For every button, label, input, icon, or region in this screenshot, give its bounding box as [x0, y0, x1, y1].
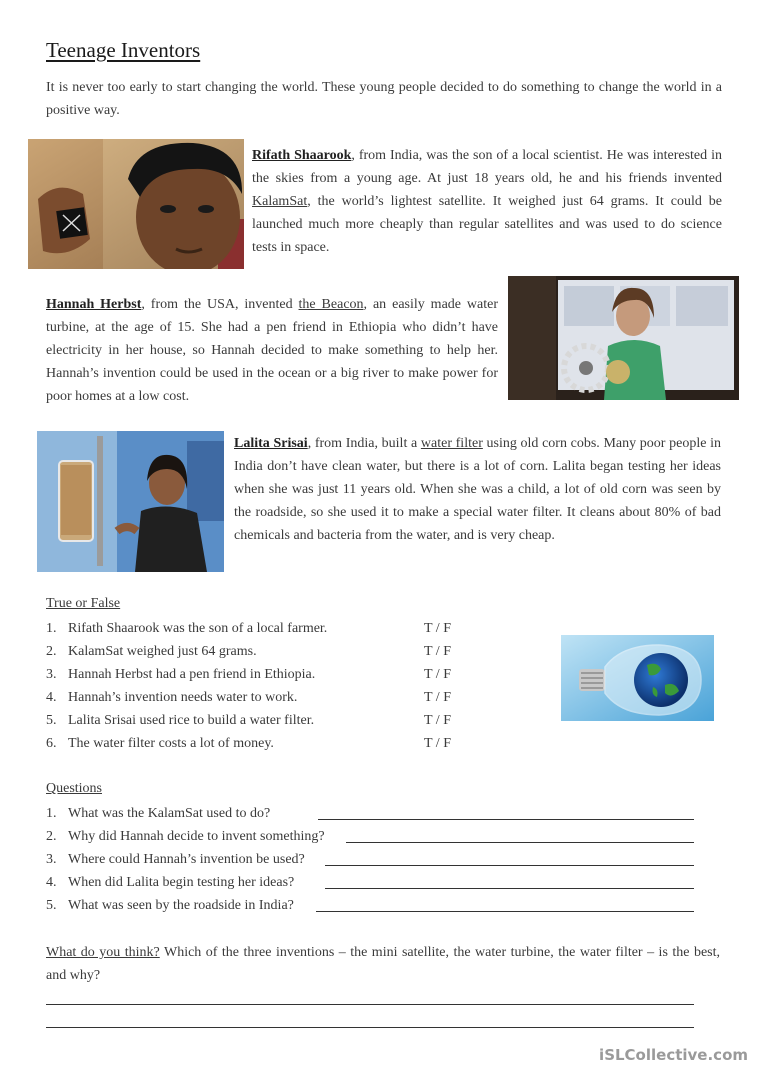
true-false-item: 4. Hannah’s invention needs water to work. T / F [46, 686, 526, 709]
opinion-prompt: What do you think? Which of the three inventions – the mini satellite, the water turbine, the water filter – is the best, and why? [46, 945, 720, 983]
lalita-photo [37, 431, 224, 572]
opinion-label: What do you think? [46, 945, 160, 960]
hannah-paragraph: Hannah Herbst, from the USA, invented the Beacon, an easily made water turbine, at the age of 15. She had a pen friend in Ethiopia who didn’t have electricity in her house, so Hannah decided to make something to help her. Hannah’s invention could be used in the ocean or a big river to make power for poor homes at a low cost. [46, 297, 499, 404]
question-item: 3. Where could Hannah’s invention be used? [46, 852, 305, 867]
tf-choice[interactable]: T / F [424, 621, 451, 636]
hannah-photo [508, 276, 739, 400]
intro-paragraph: It is never too early to start changing the world. These young people decided to do something to change the world in a positive way. [46, 80, 722, 118]
true-false-item: 3. Hannah Herbst had a pen friend in Ethiopia. T / F [46, 663, 526, 686]
tf-choice[interactable]: T / F [424, 713, 451, 728]
tf-choice[interactable]: T / F [424, 667, 451, 682]
question-item: 5. What was seen by the roadside in India? [46, 898, 294, 913]
questions-list [46, 802, 346, 917]
answer-line[interactable] [346, 842, 694, 843]
lalita-paragraph: Lalita Srisai, from India, built a water filter using old corn cobs. Many poor people in India don’t have clean water, but there is a lot of corn. Lalita began testing her ideas when she was just 11 years old. When she was a child, a lot of old corn was seen by the roadside, so she used it to make a special water filter. It cleans about 80% of bad chemicals and bacteria from the water, and is very cheap. [234, 436, 721, 543]
true-false-list [46, 617, 526, 755]
beacon-label: the Beacon [298, 297, 364, 312]
lalita-name: Lalita Srisai [234, 436, 308, 451]
rifath-name: Rifath Shaarook [252, 148, 352, 163]
kalamsat-label: KalamSat [252, 194, 308, 209]
tf-choice[interactable]: T / F [424, 736, 451, 751]
tf-choice[interactable]: T / F [424, 690, 451, 705]
earth-lightbulb-image [561, 635, 714, 721]
answer-line[interactable] [325, 865, 694, 866]
true-false-item: 5. Lalita Srisai used rice to build a water filter. T / F [46, 709, 526, 732]
hannah-name: Hannah Herbst [46, 297, 142, 312]
answer-line[interactable] [316, 911, 694, 912]
rifath-paragraph: Rifath Shaarook, from India, was the son of a local scientist. He was interested in the skies from a young age. At just 18 years old, he and his friends invented KalamSat, the world’s lightest satellite. It weighed just 64 grams. It could be launched much more cheaply than regular satellites and was used to do science tests in space. [252, 148, 722, 255]
true-false-item: 2. KalamSat weighed just 64 grams. T / F [46, 640, 526, 663]
answer-line[interactable] [46, 1004, 694, 1005]
tf-choice[interactable]: T / F [424, 644, 451, 659]
answer-line[interactable] [46, 1027, 694, 1028]
questions-heading: Questions [46, 781, 102, 796]
question-item: 1. What was the KalamSat used to do? [46, 806, 271, 821]
true-false-item: 1. Rifath Shaarook was the son of a local farmer. T / F [46, 617, 526, 640]
true-false-item: 6. The water filter costs a lot of money. T / F [46, 732, 526, 755]
rifath-photo [28, 139, 244, 269]
answer-line[interactable] [325, 888, 694, 889]
answer-line[interactable] [318, 819, 694, 820]
water-filter-label: water filter [420, 436, 483, 451]
watermark: iSLCollective.com [599, 1046, 748, 1064]
question-item: 2. Why did Hannah decide to invent something? [46, 829, 325, 844]
true-false-heading: True or False [46, 596, 121, 611]
question-item: 4. When did Lalita begin testing her ideas? [46, 875, 295, 890]
page-title: Teenage Inventors [46, 38, 201, 62]
